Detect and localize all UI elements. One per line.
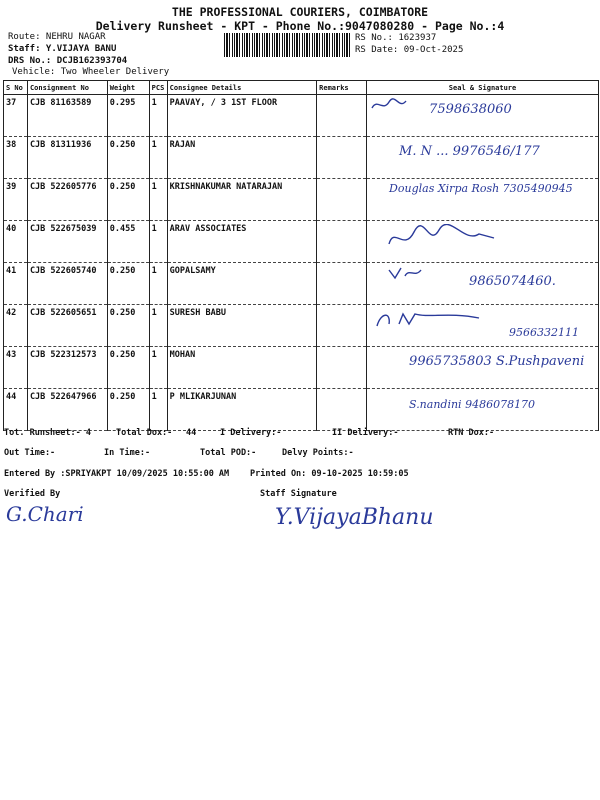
total-dox-value: 44: [186, 428, 197, 438]
cell-sno: 39: [4, 179, 28, 221]
cell-weight: 0.250: [107, 305, 149, 347]
col-weight: Weight: [107, 81, 149, 95]
cell-pcs: 1: [149, 221, 167, 263]
cell-signature: [367, 347, 599, 389]
vehicle-label: Vehicle: Two Wheeler Delivery: [12, 67, 170, 77]
signature-text: M. N ... 9976546/177: [399, 144, 540, 159]
entered-by: Entered By :SPRIYAKPT 10/09/2025 10:55:00 AM: [4, 469, 230, 479]
total-pod: Total POD:-: [200, 448, 257, 458]
col-signature: Seal & Signature: [367, 81, 599, 95]
table-row: [4, 347, 599, 389]
company-title: THE PROFESSIONAL COURIERS, COIMBATORE: [171, 5, 429, 19]
cell-consignment: CJB 522605651: [27, 305, 107, 347]
table-row: [4, 305, 599, 347]
signature-text: Douglas Xirpa Rosh 7305490945: [389, 182, 573, 195]
cell-signature: [367, 137, 599, 179]
cell-pcs: 1: [149, 347, 167, 389]
table-row: [4, 263, 599, 305]
table-row: [4, 221, 599, 263]
col-sno: S No: [4, 81, 28, 95]
verified-signature: G.Chari: [6, 502, 84, 526]
cell-sno: 38: [4, 137, 28, 179]
route-label: Route: NEHRU NAGAR: [8, 32, 106, 42]
cell-sno: 42: [4, 305, 28, 347]
cell-consignee: P MLIKARJUNAN: [167, 389, 316, 431]
table-row: [4, 95, 599, 137]
cell-consignee: GOPALSAMY: [167, 263, 316, 305]
staff-signature-label: Staff Signature: [260, 489, 337, 499]
i-delivery: I Delivery:-: [220, 428, 282, 438]
cell-weight: 0.250: [107, 179, 149, 221]
rs-date: RS Date: 09-Oct-2025: [355, 45, 464, 55]
cell-remarks: [317, 221, 367, 263]
col-remarks: Remarks: [317, 81, 367, 95]
cell-remarks: [317, 95, 367, 137]
cell-pcs: 1: [149, 95, 167, 137]
verified-by-label: Verified By: [4, 489, 61, 499]
cell-consignee: KRISHNAKUMAR NATARAJAN: [167, 179, 316, 221]
barcode-image: [224, 33, 350, 57]
cell-sno: 43: [4, 347, 28, 389]
cell-signature: [367, 95, 599, 137]
table-row: [4, 137, 599, 179]
cell-consignment: CJB 522647966: [27, 389, 107, 431]
rtn-dox: RTN Dox:-: [448, 428, 495, 438]
table-row: [4, 389, 599, 431]
runsheet-subtitle: Delivery Runsheet - KPT - Phone No.:9047080280 - Page No.:4: [95, 19, 505, 33]
cell-remarks: [317, 263, 367, 305]
cell-signature: [367, 389, 599, 431]
signature-scribble: [369, 308, 499, 330]
rs-number: RS No.: 1623937: [355, 33, 437, 43]
out-time: Out Time:-: [4, 448, 56, 458]
drs-number: DRS No.: DCJB162393704: [8, 56, 128, 66]
cell-signature: [367, 305, 599, 347]
signature-text: 9566332111: [509, 326, 580, 339]
staff-label: Staff: Y.VIJAYA BANU: [8, 44, 117, 54]
cell-consignee: RAJAN: [167, 137, 316, 179]
table-row: [4, 179, 599, 221]
cell-sno: 40: [4, 221, 28, 263]
cell-sno: 41: [4, 263, 28, 305]
cell-remarks: [317, 305, 367, 347]
cell-consignee: MOHAN: [167, 347, 316, 389]
runsheet-table: [3, 80, 599, 431]
col-pcs: PCS: [149, 81, 167, 95]
cell-remarks: [317, 179, 367, 221]
cell-pcs: 1: [149, 179, 167, 221]
cell-weight: 0.455: [107, 221, 149, 263]
signature-text: 7598638060: [429, 102, 512, 117]
in-time: In Time:-: [104, 448, 151, 458]
table-header-row: [4, 81, 599, 95]
cell-remarks: [317, 347, 367, 389]
cell-pcs: 1: [149, 389, 167, 431]
cell-consignee: PAAVAY, / 3 1ST FLOOR: [167, 95, 316, 137]
col-consignee: Consignee Details: [167, 81, 316, 95]
cell-consignee: ARAV ASSOCIATES: [167, 221, 316, 263]
cell-weight: 0.250: [107, 137, 149, 179]
cell-sno: 37: [4, 95, 28, 137]
total-dox-label: Total Dox:-: [116, 428, 173, 438]
cell-consignment: CJB 81163589: [27, 95, 107, 137]
total-runsheet: Tot. Runsheet:- 4: [4, 428, 91, 438]
staff-signature: Y.VijayaBhanu: [275, 505, 434, 530]
cell-weight: 0.250: [107, 389, 149, 431]
cell-remarks: [317, 389, 367, 431]
cell-remarks: [317, 137, 367, 179]
printed-on: Printed On: 09-10-2025 10:59:05: [250, 469, 409, 479]
cell-signature: [367, 221, 599, 263]
signature-scribble: [369, 224, 499, 254]
signature-text: 9865074460.: [469, 274, 556, 289]
cell-weight: 0.295: [107, 95, 149, 137]
cell-consignment: CJB 522675039: [27, 221, 107, 263]
cell-consignment: CJB 522605776: [27, 179, 107, 221]
cell-consignee: SURESH BABU: [167, 305, 316, 347]
cell-weight: 0.250: [107, 347, 149, 389]
signature-scribble: [369, 98, 409, 112]
cell-pcs: 1: [149, 305, 167, 347]
cell-consignment: CJB 522312573: [27, 347, 107, 389]
cell-signature: [367, 263, 599, 305]
signature-scribble: [369, 266, 429, 280]
cell-consignment: CJB 522605740: [27, 263, 107, 305]
signature-text: 9965735803 S.Pushpaveni: [409, 354, 585, 369]
cell-sno: 44: [4, 389, 28, 431]
ii-delivery: II Delivery:-: [332, 428, 399, 438]
cell-signature: [367, 179, 599, 221]
cell-pcs: 1: [149, 137, 167, 179]
cell-weight: 0.250: [107, 263, 149, 305]
col-consignment: Consignment No: [27, 81, 107, 95]
signature-text: S.nandini 9486078170: [409, 398, 536, 411]
cell-pcs: 1: [149, 263, 167, 305]
delivery-points: Delvy Points:-: [282, 448, 354, 458]
cell-consignment: CJB 81311936: [27, 137, 107, 179]
